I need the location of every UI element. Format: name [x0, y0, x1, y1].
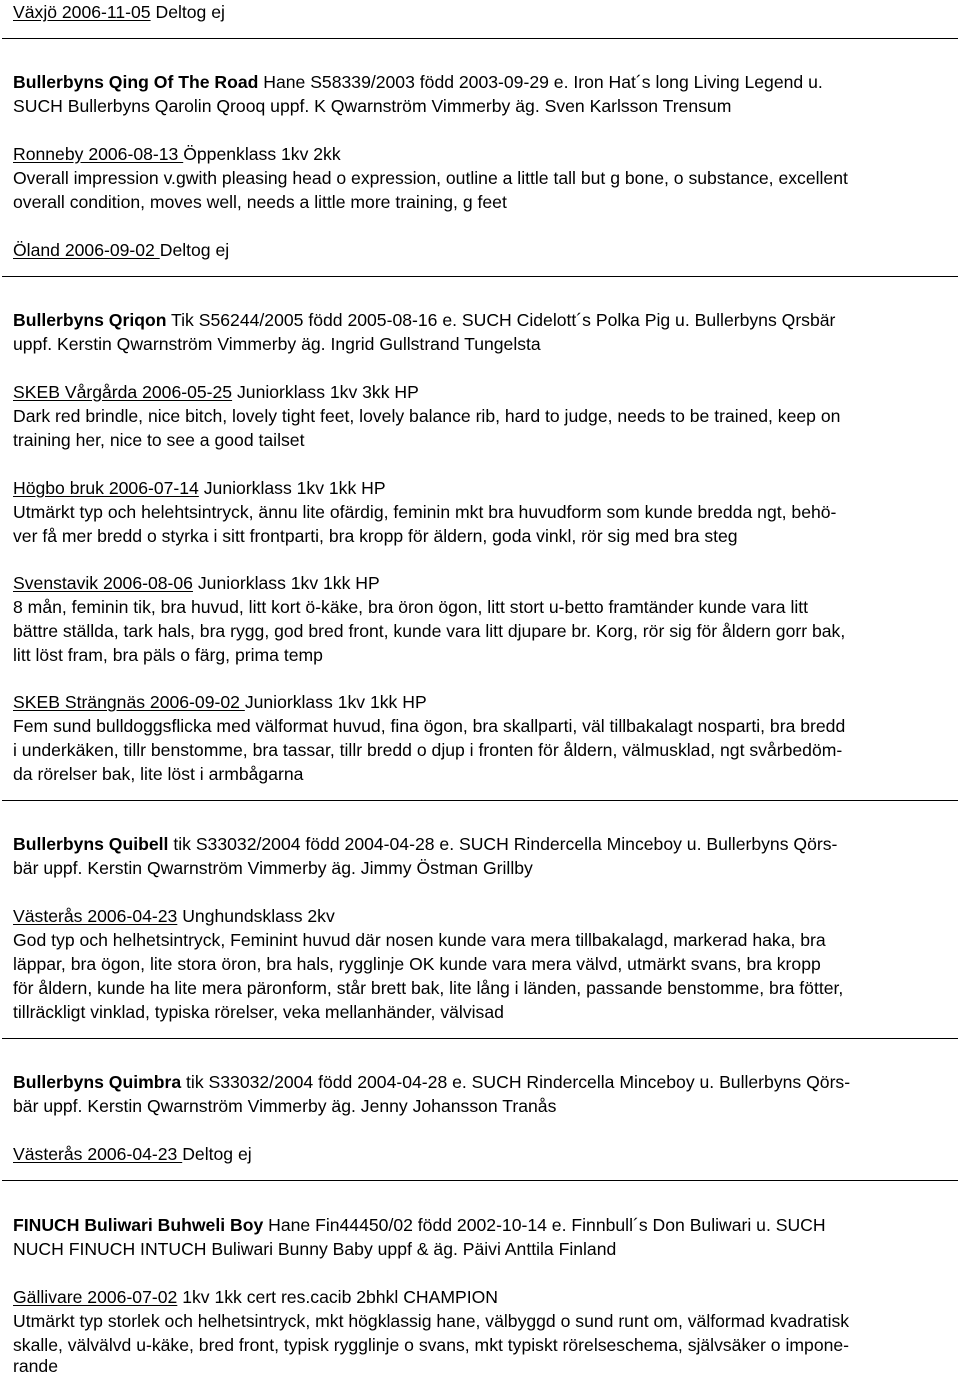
critique-line: Dark red brindle, nice bitch, lovely tight feet, lovely balance rib, hard to judge, needs to be trained, keep on: [13, 406, 841, 426]
divider: [2, 1180, 958, 1181]
show-header: [13, 476, 386, 500]
dog-entry-line-2: uppf. Kerstin Qwarnström Vimmerby äg. Ingrid Gullstrand Tungelsta: [13, 334, 541, 354]
show-result: 1kv 1kk cert res.cacib 2bhkl CHAMPION: [177, 1287, 499, 1307]
show-result: Unghundsklass 2kv: [177, 906, 335, 926]
show-result: Juniorklass 1kv 3kk HP: [232, 382, 419, 402]
critique-line: Utmärkt typ storlek och helhetsintryck, mkt högklassig hane, välbyggd o sund runt om, välformad kvadratisk: [13, 1311, 850, 1331]
dog-entry-line-2: bär uppf. Kerstin Qwarnström Vimmerby äg. Jenny Johansson Tranås: [13, 1096, 557, 1116]
dog-entry-line-2: bär uppf. Kerstin Qwarnström Vimmerby äg. Jimmy Östman Grillby: [13, 858, 533, 878]
dog-entry-line-1: [13, 70, 823, 94]
critique-line: Overall impression v.gwith pleasing head o expression, outline a little tall but g bone, o substance, excellent: [13, 168, 848, 188]
dog-pedigree: Hane Fin44450/02 född 2002-10-14 e. Finnbull´s Don Buliwari u. SUCH: [263, 1215, 826, 1235]
divider: [2, 1038, 958, 1039]
show-header: [13, 0, 225, 24]
critique-line: skalle, välvälvd u-käke, bred front, typisk rygglinje o svans, mkt typiskt rörelseschema, självsäker o impone-: [13, 1335, 850, 1355]
critique-line: för åldern, kunde ha lite mera päronform, står brett bak, lite lång i länden, passande benstomme, bra fötter,: [13, 978, 844, 998]
dog-entry-line-1: [13, 832, 837, 856]
show-result: Juniorklass 1kv 1kk HP: [244, 692, 427, 712]
critique-line: Fem sund bulldoggsflicka med välformat huvud, fina ögon, bra skallparti, väl tillbakalagt nosparti, bra bredd: [13, 716, 846, 736]
show-place-date: SKEB Strängnäs 2006-09-02: [13, 692, 245, 712]
dog-pedigree: Tik S56244/2005 född 2005-08-16 e. SUCH Cidelott´s Polka Pig u. Bullerbyns Qrsbär: [166, 310, 836, 330]
critique-line: rande: [13, 1356, 58, 1376]
critique-line: ver få mer bredd o styrka i sitt frontparti, bra kropp för äldern, goda vinkl, rör sig med bra steg: [13, 526, 738, 546]
critique-line: da rörelser bak, lite löst i armbågarna: [13, 764, 304, 784]
dog-entry-line-1: [13, 1213, 826, 1237]
divider: [2, 800, 958, 801]
show-header: [13, 142, 341, 166]
show-place-date: Högbo bruk 2006-07-14: [13, 478, 199, 498]
dog-pedigree: tik S33032/2004 född 2004-04-28 e. SUCH Rindercella Minceboy u. Bullerbyns Qörs-: [181, 1072, 851, 1092]
show-result: Deltog ej: [159, 240, 230, 260]
critique-line: läppar, bra ögon, lite stora öron, bra hals, rygglinje OK kunde vara mera välvd, utmärkt svans, bra kropp: [13, 954, 821, 974]
dog-name: FINUCH Buliwari Buhweli Boy: [13, 1215, 264, 1235]
dog-pedigree: tik S33032/2004 född 2004-04-28 e. SUCH Rindercella Minceboy u. Bullerbyns Qörs-: [168, 834, 838, 854]
dog-name: Bullerbyns Qriqon: [13, 310, 167, 330]
show-place-date: Svenstavik 2006-08-06: [13, 573, 193, 593]
show-place-date: Öland 2006-09-02: [13, 240, 160, 260]
show-place-date: Växjö 2006-11-05: [13, 2, 151, 22]
show-result: Deltog ej: [150, 2, 225, 22]
dog-name: Bullerbyns Quimbra: [13, 1072, 182, 1092]
divider: [2, 276, 958, 277]
show-place-date: Västerås 2006-04-23: [13, 906, 178, 926]
show-header: [13, 1285, 498, 1309]
show-header: [13, 571, 380, 595]
critique-line: i underkäken, tillr benstomme, bra tassar, tillr bredd o djup i fronten för åldern, välmusklad, ngt svårbedöm-: [13, 740, 843, 760]
dog-entry-line-1: [13, 308, 835, 332]
show-header: [13, 1142, 252, 1166]
dog-pedigree: Hane S58339/2003 född 2003-09-29 e. Iron Hat´s long Living Legend u.: [258, 72, 823, 92]
critique-line: litt löst fram, bra päls o färg, prima temp: [13, 645, 323, 665]
show-place-date: SKEB Vårgårda 2006-05-25: [13, 382, 233, 402]
dog-name: Bullerbyns Quibell: [13, 834, 169, 854]
show-header: [13, 238, 229, 262]
show-place-date: Västerås 2006-04-23: [13, 1144, 183, 1164]
show-result: Juniorklass 1kv 1kk HP: [198, 478, 386, 498]
critique-line: God typ och helhetsintryck, Feminint huvud där nosen kunde vara mera tillbakalagd, markerad haka, bra: [13, 930, 826, 950]
show-header: [13, 380, 419, 404]
show-place-date: Gällivare 2006-07-02: [13, 1287, 178, 1307]
show-header: [13, 690, 427, 714]
divider: [2, 38, 958, 39]
critique-line: overall condition, moves well, needs a little more training, g feet: [13, 192, 507, 212]
show-place-date: Ronneby 2006-08-13: [13, 144, 184, 164]
dog-name: Bullerbyns Qing Of The Road: [13, 72, 259, 92]
show-result: Deltog ej: [182, 1144, 252, 1164]
show-header: [13, 904, 335, 928]
show-result: Öppenklass 1kv 2kk: [183, 144, 341, 164]
show-result: Juniorklass 1kv 1kk HP: [192, 573, 380, 593]
critique-line: training her, nice to see a good tailset: [13, 430, 305, 450]
dog-entry-line-2: NUCH FINUCH INTUCH Buliwari Bunny Baby uppf & äg. Päivi Anttila Finland: [13, 1239, 617, 1259]
critique-line: tillräckligt vinklad, typiska rörelser, veka mellanhänder, välvisad: [13, 1002, 504, 1022]
dog-entry-line-1: [13, 1070, 850, 1094]
critique-line: bättre ställda, tark hals, bra rygg, god bred front, kunde vara litt djupare br. Korg, rör sig för åldern gorr bak,: [13, 621, 846, 641]
critique-line: Utmärkt typ och helehtsintryck, ännu lite ofärdig, feminin mkt bra huvudform som kunde bredda ngt, behö-: [13, 502, 837, 522]
dog-entry-line-2: SUCH Bullerbyns Qarolin Qrooq uppf. K Qwarnström Vimmerby äg. Sven Karlsson Trensum: [13, 96, 732, 116]
critique-line: 8 mån, feminin tik, bra huvud, litt kort ö-käke, bra öron ögon, litt stort u-betto framtänder kunde vara litt: [13, 597, 809, 617]
